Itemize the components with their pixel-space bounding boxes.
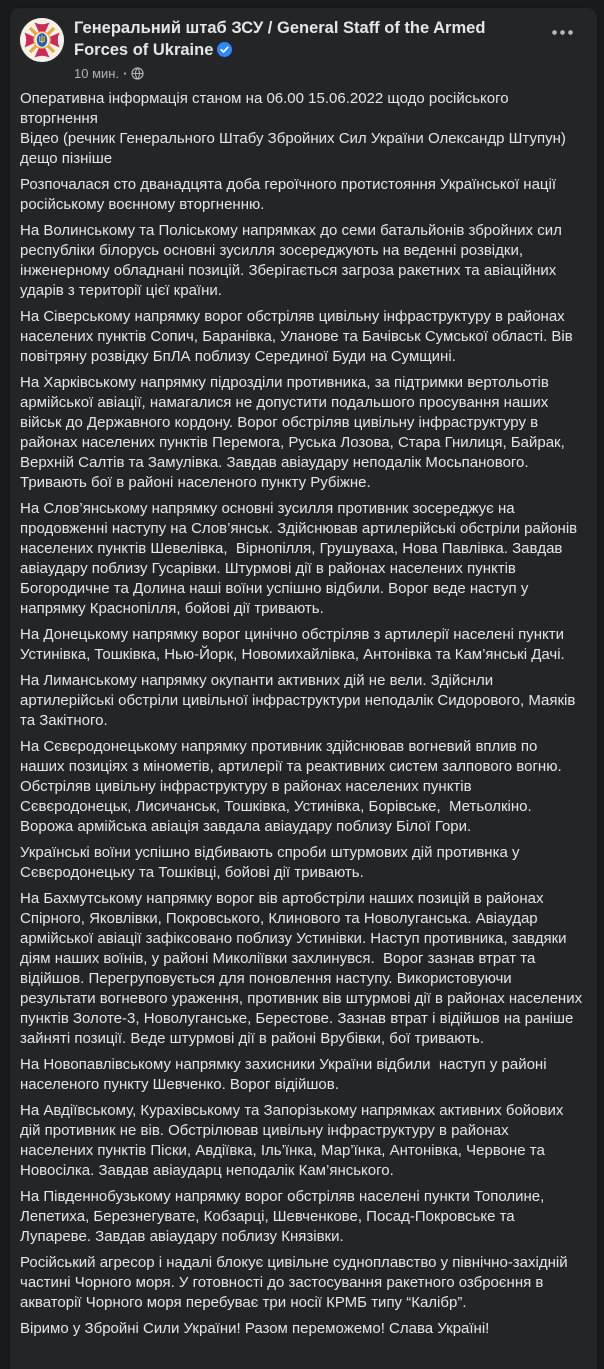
post-paragraph: На Волинському та Поліському напрямках до семи батальйонів збройних сил республіки білорусь основні зусилля зосереджують на веденні розвідки, інженерному обладнані позицій. Зберігається загроза ракетних та авіаційних ударів з території цієї країни. — [20, 221, 567, 299]
post-paragraph: На Бахмутському напрямку ворог вів артобстріли наших позицій в районах Спірного, Яковлівки, Покровського, Клинового та Новолуганська. Авіаудар армійської авіації зафіксовано поблизу Устинівки. Наступ противника, завдяки діям наших воїнів, у районі Миколіївки захлинувся. Ворог зазнав втрат та відійшов. Перегруповується для поновлення наступу. Використовуючи результати вогневого ураження, противник вів штурмові дії в районах населених пунктів Золоте-3, Новолуганське, Берестове. Зазнав втрат і відійшов на раніше зайняті позиції. Веде штурмові дії в районі Врубівки, бої тривають. — [20, 889, 587, 1047]
post-paragraph: Російський агресор і надалі блокує цивільне судноплавство у північно-західній частині Чорного моря. У готовності до застосування ракетного озброєння в акваторії Чорного моря перебуває три носії КРМБ типу “Калібр”. — [20, 1253, 572, 1311]
facebook-post-card — [10, 8, 597, 1369]
post-header — [10, 8, 597, 85]
page-name-link[interactable] — [74, 18, 536, 62]
post-paragraph: На Лиманському напрямку окупанти активних дій не вели. Здійснли артилерійські обстріли цивільної інфраструктури неподалік Сидорового, Маяків та Закітного. — [20, 671, 580, 729]
post-paragraph: Віримо у Збройні Сили України! Разом переможемо! Слава Україні! — [20, 1319, 490, 1337]
verified-badge-icon — [217, 42, 232, 57]
globe-icon — [131, 67, 144, 80]
meta-separator: · — [123, 65, 128, 81]
more-options-button[interactable] — [544, 20, 581, 45]
post-header-text — [74, 18, 536, 81]
post-paragraph: На Новопавлівському напрямку захисники України відбили наступ у районі населеного пункту Шевченко. Ворог відійшов. — [20, 1055, 551, 1093]
post-text — [10, 85, 597, 1353]
post-meta — [74, 66, 536, 81]
post-paragraph: Оперативна інформація станом на 06.00 15.06.2022 щодо російського вторгнення Відео (речник Генерального Штабу Збройних Сил України Олександр Штупун) дещо пізніше — [20, 89, 566, 167]
armed-forces-of-ukraine-emblem-avatar[interactable] — [20, 18, 64, 62]
post-paragraph: На Слов’янському напрямку основні зусилля противник зосереджує на продовженні наступу на Слов’янськ. Здійснював артилерійські обстріли районів населених пунктів Шевелівка, Вірнопілля, Грушуваха, Нова Павлівка. Завдав авіаудару поблизу Гусарівки. Штурмові дії в районах населених пунктів Богородичне та Долина наші воїни успішно відбили. Ворог веде наступ у напрямку Краснопілля, бойові дії тривають. — [20, 499, 582, 617]
ellipsis-icon — [552, 30, 573, 35]
post-paragraph: Розпочалася сто дванадцята доба героїчного протистояння Української нації російському воєнному вторгненню. — [20, 175, 561, 213]
post-paragraph: На Авдіївському, Курахівському та Запорізькому напрямках активних бойових дій противник не вів. Обстрілював цивільну інфраструктуру в районах населених пунктів Піски, Авдіївка, Іль’їнка, Мар’їнка, Антонівка, Червоне та Новосілка. Завдав авіаударц неподалік Кам’янського. — [20, 1101, 568, 1179]
post-paragraph: На Харківському напрямку підрозділи противника, за підтримки вертольотів армійської авіації, намагалися не допустити подальшого просування наших військ до Державного кордону. Ворог обстріляв цивільну інфраструктуру в районах населених пунктів Перемога, Руська Лозова, Стара Гнилиця, Байрак, Верхній Салтів та Замулівка. Завдав авіаудару неподалік Мосьпанового. Тривають бої в районі населеного пункту Рубіжне. — [20, 373, 569, 491]
post-paragraph: На Донецькому напрямку ворог цинічно обстріляв з артилерії населені пункти Устинівка, Тошківка, Нью-Йорк, Новомихайлівка, Антонівка та Кам’янські Дачі. — [20, 625, 569, 663]
post-paragraph: На Сєвєродонецькому напрямку противник здійснював вогневий вплив по наших позиціях з мінометів, артилерії та реактивних систем залпового вогню. Обстріляв цивільну інфраструктуру в районах населених пунктів Сєвєродонецьк, Лисичанськ, Тошківка, Устинівка, Борівське, Метьолкіно. Ворожа армійська авіація завдала авіаудару поблизу Білої Гори. — [20, 737, 566, 835]
post-timestamp[interactable]: 10 мин. — [74, 65, 120, 81]
page-name: Генеральний штаб ЗСУ / General Staff of the Armed Forces of Ukraine — [74, 19, 486, 59]
post-paragraph: На Сіверському напрямку ворог обстріляв цивільну інфраструктуру в районах населених пунктів Сопич, Баранівка, Уланове та Бачівськ Сумської області. Вів повітряну розвідку БпЛА поблизу Серединої Буди на Сумщині. — [20, 307, 577, 365]
post-paragraph: На Південнобузькому напрямку ворог обстріляв населені пункти Тополине, Лепетиха, Березнегувате, Кобзарці, Шевченкове, Посад-Покровське та Лупареве. Завдав авіаудару поблизу Князівки. — [20, 1187, 549, 1245]
post-paragraph: Українські воїни успішно відбивають спроби штурмових дій противнка у Сєвєродонецьку та Тошківці, бойові дії тривають. — [20, 843, 524, 881]
